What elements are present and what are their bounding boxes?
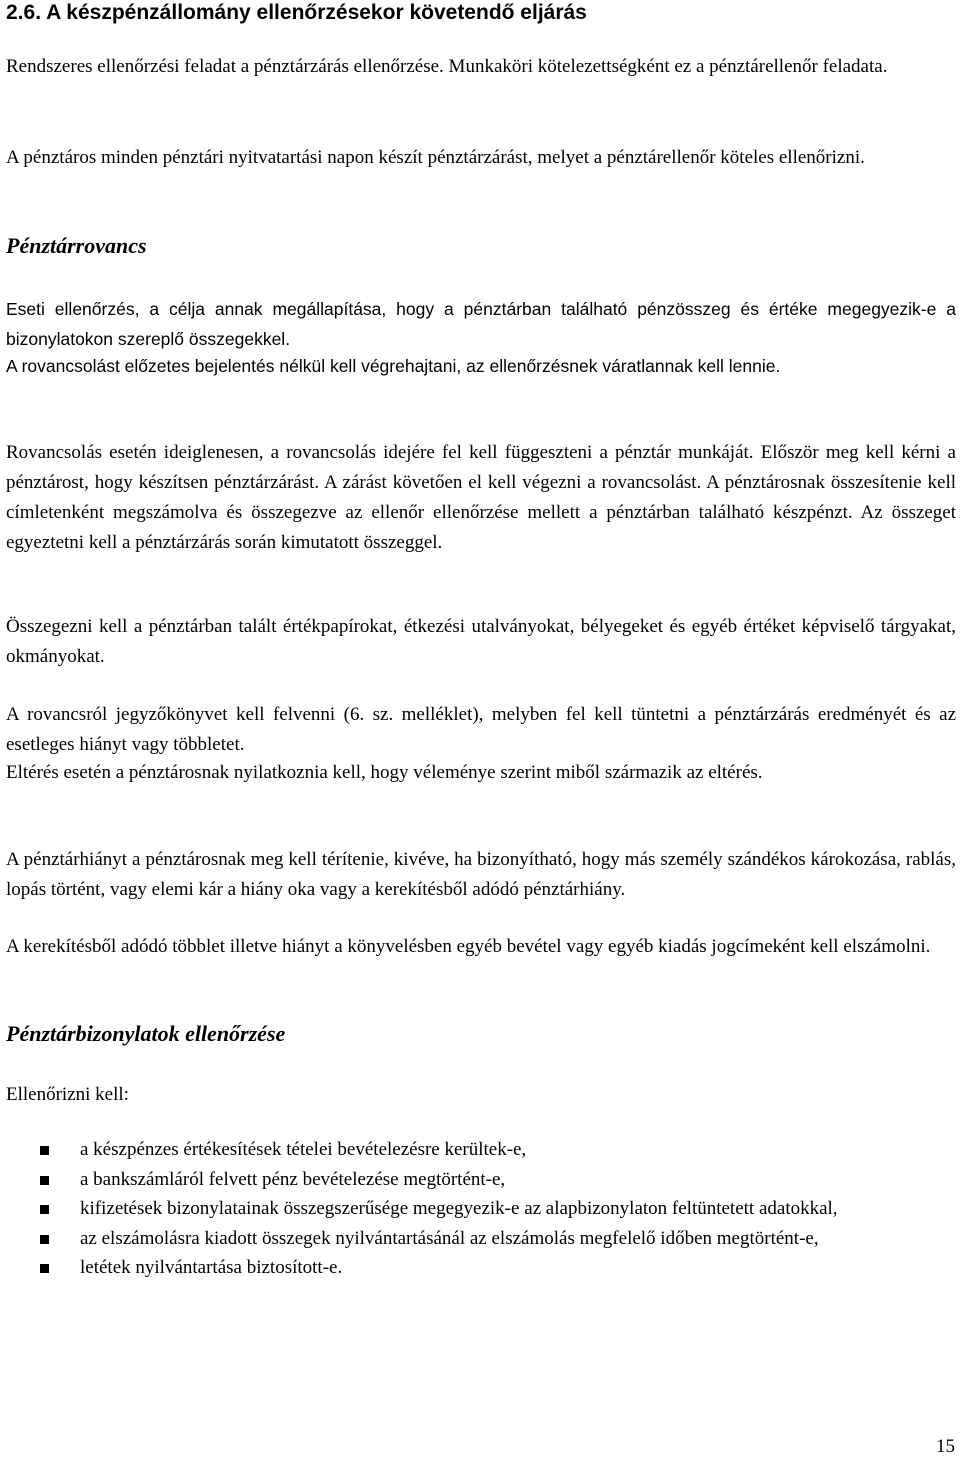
square-bullet-icon bbox=[40, 1205, 49, 1214]
cash-audit-paragraph-2: A rovancsolást előzetes bejelentés nélkül kell végrehajtani, az ellenőrzésnek váratlannak kell lennie. bbox=[6, 356, 781, 376]
checklist bbox=[6, 1135, 956, 1283]
square-bullet-icon bbox=[40, 1176, 49, 1185]
cash-audit-paragraph-5: A rovancsról jegyzőkönyvet kell felvenni (6. sz. melléklet), melyben fel kell tüntetni a pénztárzárás eredményét és az esetleges hiányt vagy többletet. bbox=[6, 704, 956, 755]
cash-audit-paragraph-1: Eseti ellenőrzés, a célja annak megállapítása, hogy a pénztárban található pénzösszeg és értéke megegyezik-e a bizonylatokon szereplő összegekkel. bbox=[6, 299, 956, 349]
intro-paragraph-2: A pénztáros minden pénztári nyitvatartási napon készít pénztárzárást, melyet a pénztárellenőr köteles ellenőrizni. bbox=[6, 147, 865, 168]
cash-audit-paragraph-4: Összegezni kell a pénztárban talált értékpapírokat, étkezési utalványokat, bélyegeket és egyéb értéket képviselő tárgyakat, okmányokat. bbox=[6, 616, 956, 667]
checklist-item-text: a készpénzes értékesítések tételei bevételezésre kerültek-e, bbox=[80, 1139, 527, 1160]
square-bullet-icon bbox=[40, 1146, 49, 1155]
cash-audit-paragraph-7: A pénztárhiányt a pénztárosnak meg kell térítenie, kivéve, ha bizonyítható, hogy más személy szándékos károkozása, rablás, lopás történt, vagy elemi kár a hiány oka vagy a kerekítésből adódó pénztárhiány. bbox=[6, 849, 956, 900]
square-bullet-icon bbox=[40, 1235, 49, 1244]
checklist-item-text: kifizetések bizonylatainak összegszerűsége megegyezik-e az alapbizonylaton feltüntetett adatokkal, bbox=[80, 1198, 838, 1219]
square-bullet-icon bbox=[40, 1264, 49, 1273]
page-number: 15 bbox=[936, 1436, 955, 1457]
cash-audit-paragraph-3: Rovancsolás esetén ideiglenesen, a rovancsolás idejére fel kell függeszteni a pénztár munkáját. Először meg kell kérni a pénztárost, hogy készítsen pénztárzárást. A zárást követően el kell végezni a rovancsolást. A pénztárosnak összesítenie kell címletenként megszámolva és összegezve az ellenőr ellenőrzése mellett a pénztárban található készpénzt. Az összeget egyeztetni kell a pénztárzárás során kimutatott összeggel. bbox=[6, 442, 956, 553]
cash-audit-paragraph-6: Eltérés esetén a pénztárosnak nyilatkoznia kell, hogy véleménye szerint miből származik az eltérés. bbox=[6, 762, 763, 783]
checklist-item-text: az elszámolásra kiadott összegek nyilvántartásánál az elszámolás megfelelő időben megtörtént-e, bbox=[80, 1227, 819, 1249]
heading-cash-audit: Pénztárrovancs bbox=[6, 233, 147, 258]
checklist-item bbox=[6, 1224, 956, 1254]
section-title: 2.6. A készpénzállomány ellenőrzésekor követendő eljárás bbox=[6, 1, 587, 24]
checklist-item bbox=[6, 1165, 956, 1195]
checklist-item bbox=[6, 1135, 956, 1165]
cash-audit-paragraph-8: A kerekítésből adódó többlet illetve hiányt a könyvelésben egyéb bevétel vagy egyéb kiadás jogcímeként kell elszámolni. bbox=[6, 936, 931, 957]
check-label: Ellenőrizni kell: bbox=[6, 1084, 129, 1105]
heading-documents: Pénztárbizonylatok ellenőrzése bbox=[6, 1021, 286, 1046]
intro-paragraph-1: Rendszeres ellenőrzési feladat a pénztárzárás ellenőrzése. Munkaköri kötelezettségként ez a pénztárellenőr feladata. bbox=[6, 56, 888, 77]
checklist-item-text: a bankszámláról felvett pénz bevételezése megtörtént-e, bbox=[80, 1168, 506, 1190]
checklist-item bbox=[6, 1194, 956, 1224]
checklist-item-text: letétek nyilvántartása biztosított-e. bbox=[80, 1257, 343, 1278]
checklist-item bbox=[6, 1253, 956, 1283]
